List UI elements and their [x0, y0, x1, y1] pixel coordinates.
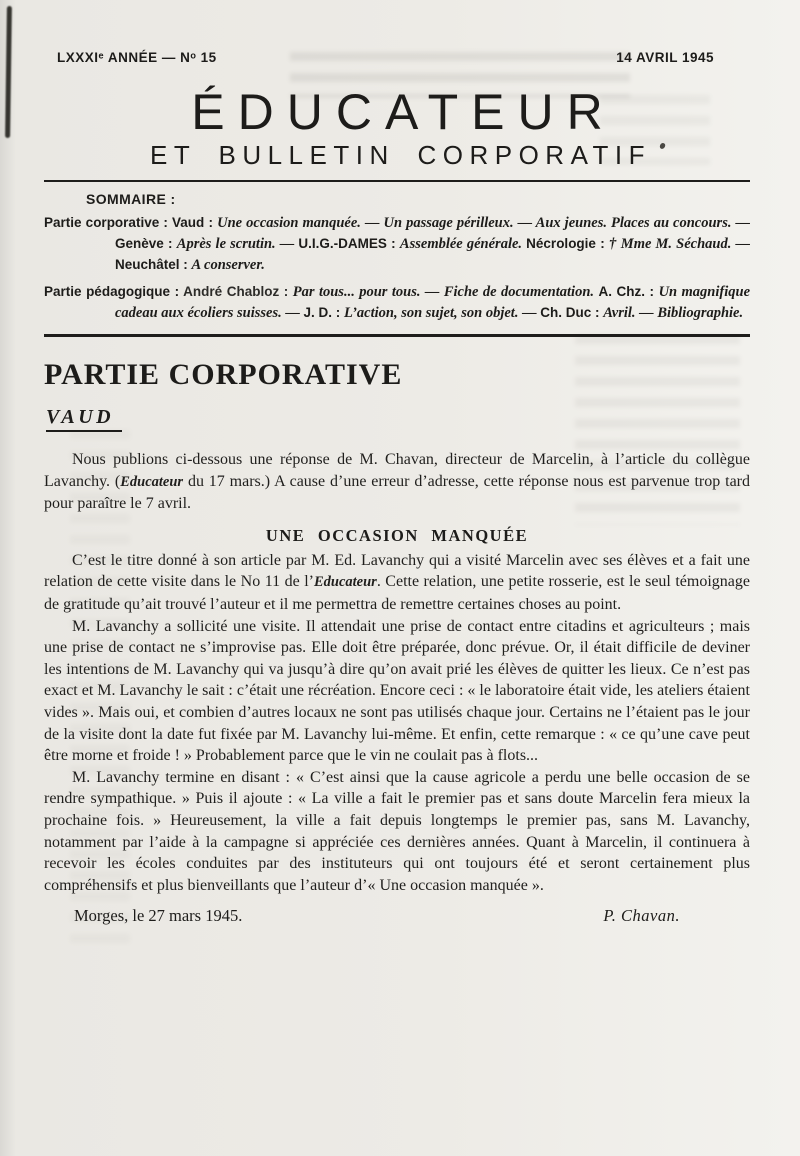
divider-bottom — [44, 334, 750, 337]
author-signature: P. Chavan. — [603, 906, 680, 926]
section-title: PARTIE CORPORATIVE — [44, 358, 403, 391]
issue-date: 14 AVRIL 1945 — [616, 50, 714, 65]
issue-number: LXXXIᵉ ANNÉE — Nᵒ 15 — [57, 50, 217, 65]
journal-title: ÉDUCATEUR — [191, 84, 616, 140]
page-content — [44, 50, 754, 926]
page-header — [44, 50, 750, 65]
article-title: UNE OCCASION MANQUÉE — [265, 525, 529, 545]
scan-streak-artifact — [5, 6, 12, 138]
journal-subtitle: ET BULLETIN CORPORATIF — [150, 140, 651, 170]
sommaire — [44, 191, 754, 324]
article-paragraph-3: M. Lavanchy termine en disant : « C’est ainsi que la cause agricole a perdu une belle occasion de se rendre sympathique. » Puis il ajoute : « La ville a fait le premier pas et sans doute Marcelin fera mieux la prochaine fois. » Heureusement, la ville a fait depuis longtemps le premier pas, sans M. Lavanchy, notamment par l’aide à la campagne si appréciée ces dernières années. Quant à Marcelin, il continuera à recevoir les écoles conduites par des instituteurs qui ont toujours été et seront certainement plus compréhensifs et plus bienveillants que l’auteur d’« Une occasion manquée ». — [44, 768, 754, 894]
article-paragraph-1: C’est le titre donné à son article par M. Ed. Lavanchy qui a visité Marcelin avec ses élèves et a fait une relation de cette visite dans le No 11 de l’Educateur. Cette relation, une petite rosserie, est le seul témoignage de gratitude qu’ait trouvé l’auteur et il me permettra de remettre certaines choses au point. — [44, 551, 754, 613]
sommaire-heading: SOMMAIRE : — [86, 191, 176, 207]
divider-top — [44, 180, 750, 182]
dateline: Morges, le 27 mars 1945. — [74, 906, 243, 926]
article-lead: Nous publions ci-dessous une réponse de M. Chavan, directeur de Marcelin, à l’article du collègue Lavanchy. (Educateur du 17 mars.) A cause d’une erreur d’adresse, cette réponse nous est parvenue trop tard pour paraître le 7 avril. — [44, 451, 754, 513]
article-footer — [44, 906, 750, 926]
sommaire-entry-pedagogique: Partie pédagogique : André Chabloz : Par tous... pour tous. — Fiche de documentation. A. Chz. : Un magnifique cadeau aux écoliers suisses. — J. D. : L’action, son sujet, son objet. — Ch. Duc : Avril. — Bibliographie. — [44, 284, 754, 321]
article-paragraph-2: M. Lavanchy a sollicité une visite. Il attendait une prise de contact entre citadins et agriculteurs ; mais une prise de contact ne s’improvise pas. Elle doit être préparée, donc prévue. Or, il était difficile de deviner les intentions de M. Lavanchy qui va jusqu’à dire qu’on avait prié les élèves de quitter les lieux. Ce n’est pas exact et M. Lavanchy le sait : c’était une récréation. Encore ceci : « le laboratoire était vide, les ateliers étaient vides ». Mais oui, et combien d’autres locaux ne sont pas utilisés chaque jour. Certains ne l’étaient pas le jour de la visite dont la date fut fixée par M. Lavanchy lui-même. Et enfin, cette remarque : « ce qu’une cave peut être morne et froide ! » Probablement parce que le vin ne coulait pas à flots... — [44, 617, 754, 765]
sommaire-entry-corporative: Partie corporative : Vaud : Une occasion manquée. — Un passage périlleux. — Aux jeunes. Places au concours. — Genève : Après le scrutin. — U.I.G.-DAMES : Assemblée générale. Nécrologie : † Mme M. Séchaud. — Neuchâtel : A conserver. — [44, 215, 754, 273]
region-heading: VAUD — [46, 405, 122, 432]
